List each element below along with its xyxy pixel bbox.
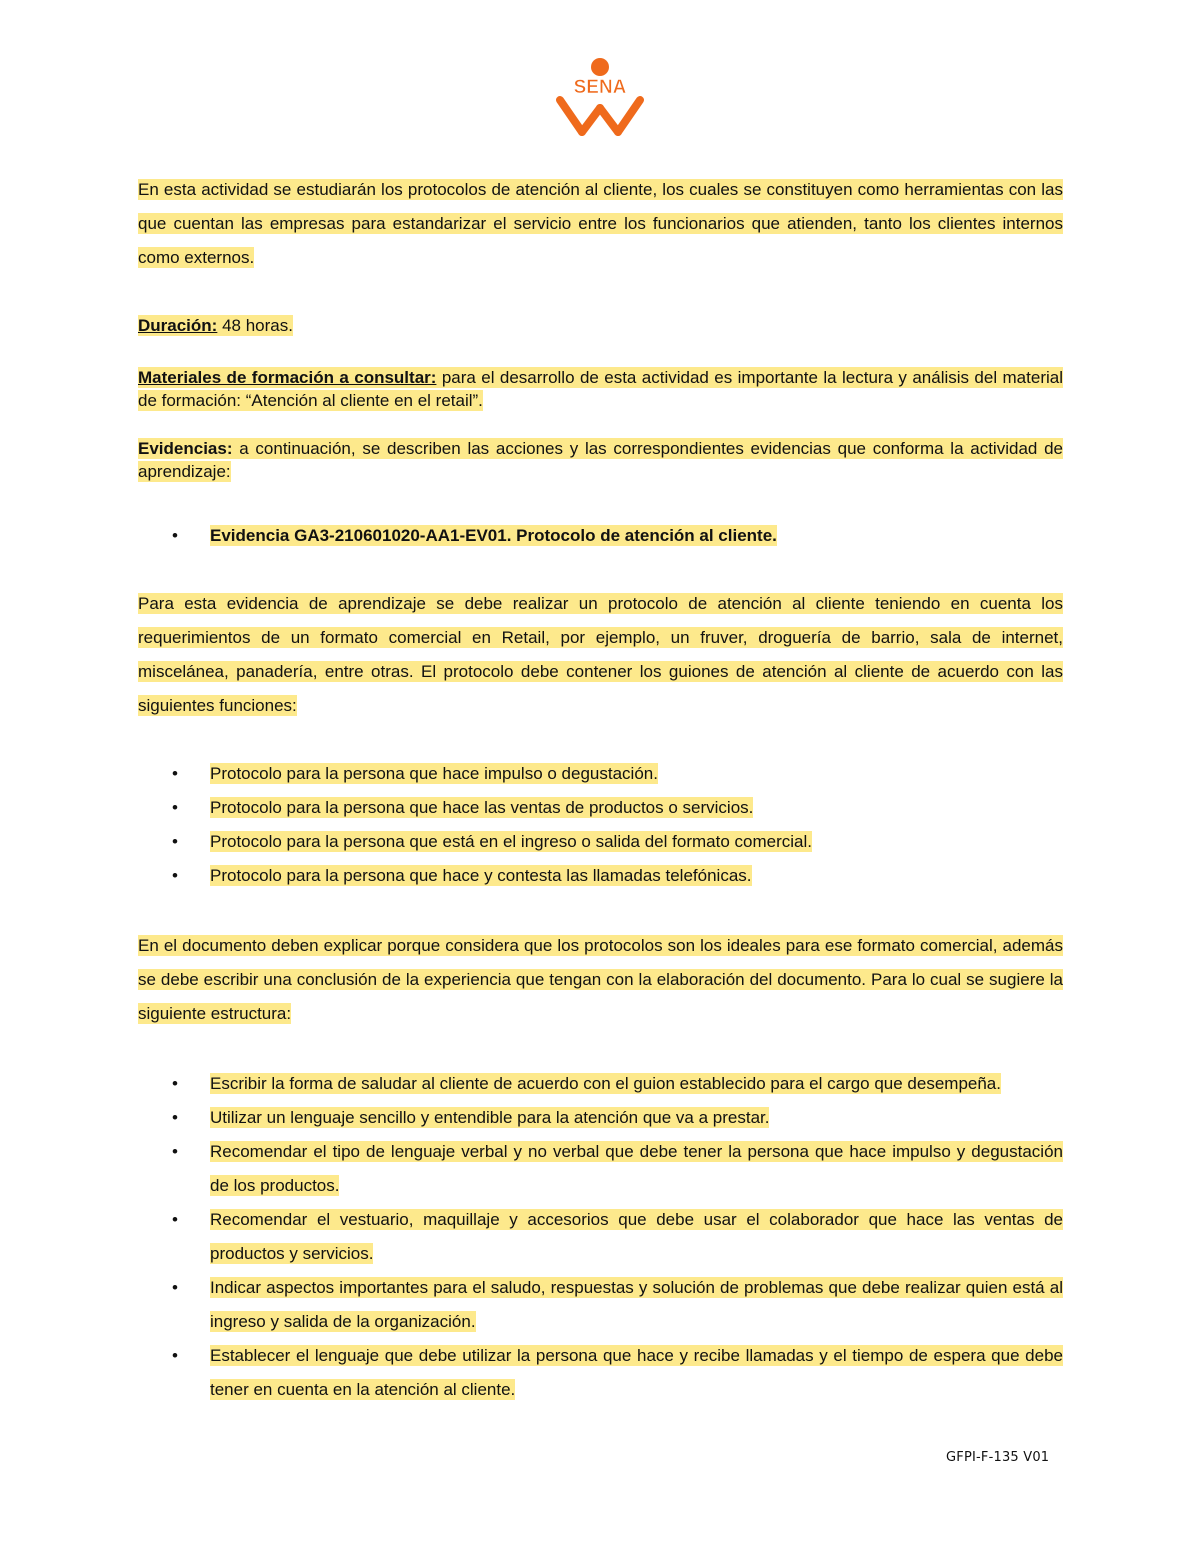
form-code: GFPI-F-135 V01 <box>946 1450 1050 1465</box>
intro-text: En esta actividad se estudiarán los protocolos de atención al cliente, los cuales se constituyen como herramientas con las que cuentan las empresas para estandarizar el servicio entre los funcionarios que atienden, tanto los clientes internos como externos. <box>138 180 1063 267</box>
duration-section <box>138 309 1063 343</box>
evidence-description: Para esta evidencia de aprendizaje se debe realizar un protocolo de atención al cliente teniendo en cuenta los requerimientos de un formato comercial en Retail, por ejemplo, un fruver, droguería de barrio, sala de internet, miscelánea, panadería, entre otras. El protocolo debe contener los guiones de atención al cliente de acuerdo con las siguientes funciones: <box>138 594 1063 715</box>
list-item <box>138 1067 1063 1101</box>
materials-label: Materiales de formación a consultar: <box>138 368 437 387</box>
evidence-description-section <box>138 587 1063 723</box>
evidences-section <box>138 437 1063 483</box>
list-item <box>138 1203 1063 1271</box>
bullet-icon: • <box>172 1074 178 1093</box>
list-item <box>138 1271 1063 1339</box>
svg-text:SENA: SENA <box>573 77 627 98</box>
structure-text: Establecer el lenguaje que debe utilizar la persona que hace y recibe llamadas y el tiempo de espera que debe tener en cuenta en la atención al cliente. <box>210 1346 1063 1399</box>
list-item <box>138 859 1063 893</box>
functions-list <box>138 757 1063 893</box>
list-item <box>138 1101 1063 1135</box>
materials-value: para el desarrollo de esta actividad es importante la lectura y análisis del material de formación: “Atención al cliente en el retail”. <box>138 368 1063 410</box>
bullet-icon: • <box>172 1108 178 1127</box>
structure-text: Escribir la forma de saludar al cliente de acuerdo con el guion establecido para el cargo que desempeña. <box>210 1074 1001 1093</box>
evidences-value: a continuación, se describen las acciones y las correspondientes evidencias que conforma la actividad de aprendizaje: <box>138 439 1063 481</box>
list-item <box>138 757 1063 791</box>
bullet-icon: • <box>172 526 178 545</box>
duration-label: Duración: <box>138 316 218 335</box>
structure-text: Utilizar un lenguaje sencillo y entendible para la atención que va a prestar. <box>210 1108 770 1127</box>
duration-value: 48 horas. <box>217 316 293 335</box>
document-instructions: En el documento deben explicar porque considera que los protocolos son los ideales para ese formato comercial, además se debe escribir una conclusión de la experiencia que tengan con la elaboración del documento. Para lo cual se sugiere la siguiente estructura: <box>138 936 1063 1023</box>
evidence-list <box>138 519 1063 553</box>
bullet-icon: • <box>172 1142 178 1161</box>
structure-text: Recomendar el tipo de lenguaje verbal y no verbal que debe tener la persona que hace impulso y degustación de los productos. <box>210 1142 1063 1195</box>
bullet-icon: • <box>172 764 178 783</box>
list-item <box>138 1135 1063 1203</box>
sena-logo <box>554 56 646 146</box>
list-item <box>138 825 1063 859</box>
function-text: Protocolo para la persona que hace y contesta las llamadas telefónicas. <box>210 866 752 885</box>
evidence-title: Evidencia GA3-210601020-AA1-EV01. Protocolo de atención al cliente. <box>210 526 777 545</box>
bullet-icon: • <box>172 832 178 851</box>
bullet-icon: • <box>172 1346 178 1365</box>
bullet-icon: • <box>172 798 178 817</box>
function-text: Protocolo para la persona que hace las ventas de productos o servicios. <box>210 798 754 817</box>
intro-section <box>138 173 1063 275</box>
list-item <box>138 1339 1063 1407</box>
structure-text: Recomendar el vestuario, maquillaje y accesorios que debe usar el colaborador que hace las ventas de productos y servicios. <box>210 1210 1063 1263</box>
materials-section <box>138 366 1063 412</box>
structure-text: Indicar aspectos importantes para el saludo, respuestas y solución de problemas que debe realizar quien está al ingreso y salida de la organización. <box>210 1278 1063 1331</box>
function-text: Protocolo para la persona que está en el ingreso o salida del formato comercial. <box>210 832 812 851</box>
evidences-label: Evidencias: <box>138 439 233 458</box>
bullet-icon: • <box>172 1210 178 1229</box>
list-item <box>138 791 1063 825</box>
document-instructions-section <box>138 929 1063 1031</box>
bullet-icon: • <box>172 1278 178 1297</box>
structure-list <box>138 1067 1063 1407</box>
list-item <box>138 519 1063 553</box>
bullet-icon: • <box>172 866 178 885</box>
function-text: Protocolo para la persona que hace impulso o degustación. <box>210 764 658 783</box>
